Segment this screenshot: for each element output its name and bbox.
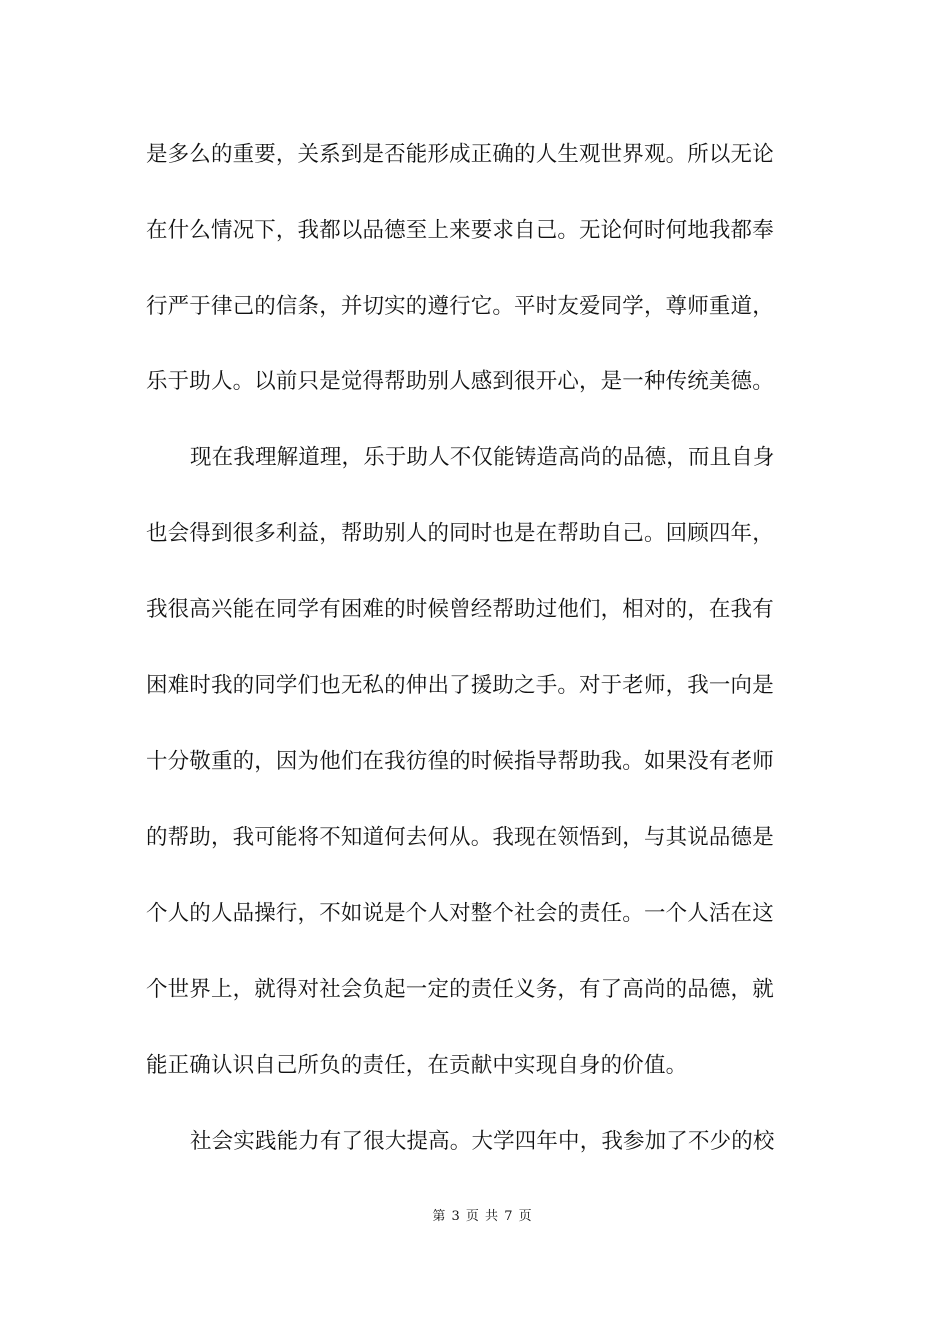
paragraph-first-line: 社会实践能力有了很大提高。大学四年中，我参加了不少的校 [190,1129,775,1154]
text-line: 十分敬重的，因为他们在我彷徨的时候指导帮助我。如果没有老师 [146,749,774,774]
paragraph-first-line: 现在我理解道理，乐于助人不仅能铸造高尚的品德，而且自身 [190,445,775,470]
text-line: 困难时我的同学们也无私的伸出了援助之手。对于老师，我一向是 [146,673,774,698]
text-line: 能正确认识自己所负的责任，在贡献中实现自身的价值。 [146,1053,688,1078]
text-line: 个世界上，就得对社会负起一定的责任义务，有了高尚的品德，就 [146,977,774,1002]
text-line: 也会得到很多利益，帮助别人的同时也是在帮助自己。回顾四年， [146,521,774,546]
page-number-footer: 第 3 页 共 7 页 [432,1209,532,1224]
text-line: 的帮助，我可能将不知道何去何从。我现在领悟到，与其说品德是 [146,825,774,850]
text-line: 在什么情况下，我都以品德至上来要求自己。无论何时何地我都奉 [146,218,774,243]
text-line: 行严于律己的信条，并切实的遵行它。平时友爱同学，尊师重道， [146,294,774,319]
text-line: 个人的人品操行，不如说是个人对整个社会的责任。一个人活在这 [146,901,774,926]
text-line: 乐于助人。以前只是觉得帮助别人感到很开心，是一种传统美德。 [146,369,774,394]
text-line: 是多么的重要，关系到是否能形成正确的人生观世界观。所以无论 [146,142,774,167]
text-line: 我很高兴能在同学有困难的时候曾经帮助过他们，相对的，在我有 [146,597,774,622]
